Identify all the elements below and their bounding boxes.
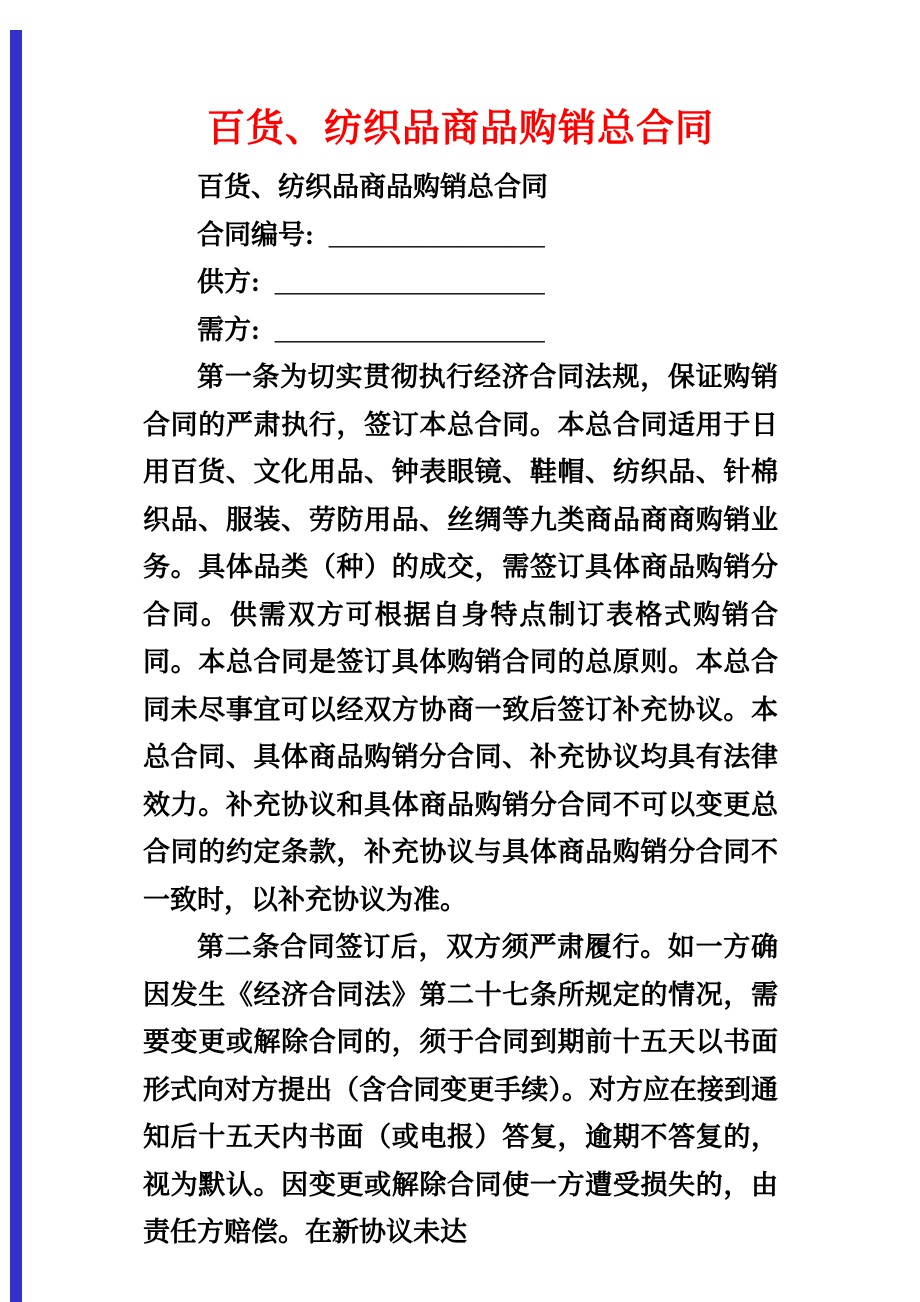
buyer-label: 需方: [197,314,260,345]
supplier-row [143,259,778,307]
contract-number-row [143,212,778,260]
supplier-blank: ____________________ [274,267,545,297]
paragraph-article-2: 第二条合同签订后，双方须严肃履行。如一方确因发生《经济合同法》第二十七条所规定的情况，需要变更或解除合同的，须于合同到期前十五天以书面形式向对方提出（含合同变更手续）。对方应在接到通知后十五天内书面（或电报）答复，逾期不答复的，视为默认。因变更或解除合同使一方遭受损失的，由责任方赔偿。在新协议未达 [143,932,778,1247]
contract-number-label: 合同编号: [197,219,314,250]
left-accent-stripe [10,30,22,1302]
buyer-row [143,307,778,355]
document-title: 百货、纺织品商品购销总合同 [206,108,714,150]
paragraph-article-1: 第一条为切实贯彻执行经济合同法规，保证购销合同的严肃执行，签订本总合同。本总合同适用于日用百货、文化用品、钟表眼镜、鞋帽、纺织品、针棉织品、服装、劳防用品、丝绸等九类商品商商购销业务。具体品类（种）的成交，需签订具体商品购销分合同。供需双方可根据自身特点制订表格式购销合同。本总合同是签订具体购销合同的总原则。本总合同未尽事宜可以经双方协商一致后签订补充协议。本总合同、具体商品购销分合同、补充协议均具有法律效力。补充协议和具体商品购销分合同不可以变更总合同的约定条款，补充协议与具体商品购销分合同不一致时，以补充协议为准。 [143,362,778,915]
document-body [143,164,778,1257]
document-subtitle: 百货、纺织品商品购销总合同 [197,172,548,202]
buyer-blank: ____________________ [274,314,545,345]
contract-number-blank: ________________ [328,219,545,250]
supplier-label: 供方: [197,267,260,297]
